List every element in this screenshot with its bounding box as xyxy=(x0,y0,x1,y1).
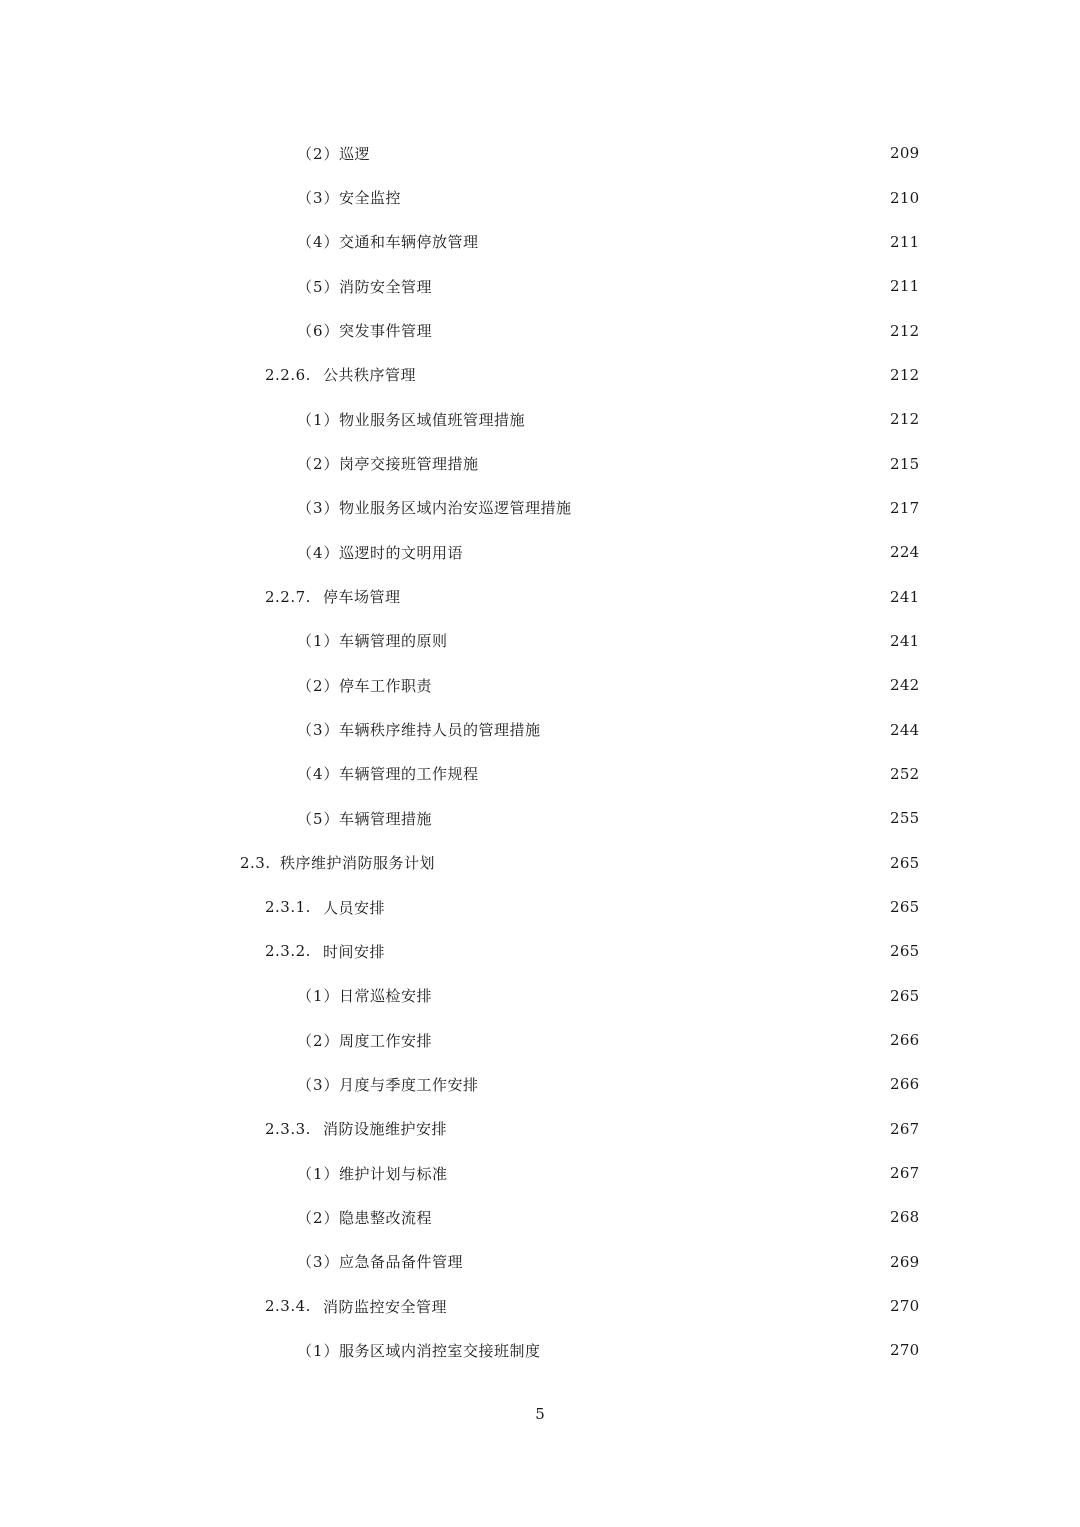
toc-entry-page: 270 xyxy=(890,1297,920,1316)
toc-entry-title: 人员安排 xyxy=(323,898,386,917)
toc-entry-number: （2） xyxy=(297,455,340,474)
toc-entry-page: 211 xyxy=(890,232,920,251)
toc-entry-title: 突发事件管理 xyxy=(339,322,433,341)
toc-entry xyxy=(0,1151,1080,1195)
dot-leader xyxy=(434,1210,882,1225)
dot-leader xyxy=(372,146,882,161)
toc-entry-title: 停车场管理 xyxy=(323,588,401,607)
toc-entry xyxy=(0,663,1080,707)
toc-entry-page: 265 xyxy=(890,986,920,1005)
toc-entry-number: （2） xyxy=(297,144,340,163)
toc-entry-page: 242 xyxy=(890,676,920,695)
dot-leader xyxy=(481,1077,882,1092)
toc-entry-title: 巡逻时的文明用语 xyxy=(339,543,464,562)
dot-leader xyxy=(434,811,882,826)
toc-entry-title: 车辆管理措施 xyxy=(339,809,433,828)
toc-entry-number: （5） xyxy=(297,809,340,828)
toc-entry xyxy=(0,707,1080,751)
toc-entry xyxy=(0,1195,1080,1239)
toc-entry-title: 安全监控 xyxy=(339,189,402,208)
toc-entry-page: 269 xyxy=(890,1252,920,1271)
dot-leader xyxy=(449,1299,882,1314)
dot-leader xyxy=(387,944,882,959)
dot-leader xyxy=(465,1254,882,1269)
toc-entry-title: 服务区域内消控室交接班制度 xyxy=(339,1341,541,1360)
toc-entry-page: 209 xyxy=(890,144,920,163)
toc-entry-number: （2） xyxy=(297,676,340,695)
toc-entry-page: 224 xyxy=(890,543,920,562)
dot-leader xyxy=(527,412,882,427)
toc-entry-title: 交通和车辆停放管理 xyxy=(339,233,479,252)
toc-entry xyxy=(0,486,1080,530)
toc-entry-page: 244 xyxy=(890,720,920,739)
toc-entry-title: 时间安排 xyxy=(323,942,386,961)
toc-entry xyxy=(0,1062,1080,1106)
dot-leader xyxy=(403,589,882,604)
toc-entry-page: 266 xyxy=(890,1075,920,1094)
toc-entry xyxy=(0,796,1080,840)
toc-entry-page: 266 xyxy=(890,1031,920,1050)
dot-leader xyxy=(481,234,882,249)
dot-leader xyxy=(387,900,882,915)
toc-entry xyxy=(0,264,1080,308)
toc-entry xyxy=(0,752,1080,796)
dot-leader xyxy=(543,722,882,737)
toc-entry-number: （3） xyxy=(297,1075,340,1094)
toc-entry xyxy=(0,574,1080,618)
dot-leader xyxy=(481,456,882,471)
dot-leader xyxy=(434,678,882,693)
toc-entry-title: 消防监控安全管理 xyxy=(323,1297,448,1316)
toc-entry xyxy=(0,220,1080,264)
toc-entry-page: 252 xyxy=(890,764,920,783)
toc-entry-number: 2.3.3. xyxy=(265,1119,311,1138)
toc-entry-page: 211 xyxy=(890,277,920,296)
toc-entry-title: 巡逻 xyxy=(339,144,371,163)
toc-entry-page: 255 xyxy=(890,809,920,828)
toc-entry xyxy=(0,397,1080,441)
toc-entry xyxy=(0,530,1080,574)
toc-entry-page: 212 xyxy=(890,410,920,429)
toc-entry-number: 2.3.2. xyxy=(265,942,311,961)
toc-entry-title: 维护计划与标准 xyxy=(339,1164,448,1183)
toc-entry-number: （1） xyxy=(297,1164,340,1183)
toc-entry-number: （6） xyxy=(297,322,340,341)
toc-entry-title: 周度工作安排 xyxy=(339,1031,433,1050)
toc-entry xyxy=(0,1284,1080,1328)
dot-leader xyxy=(481,766,882,781)
toc-entry-number: 2.2.6. xyxy=(265,365,311,384)
toc-entry xyxy=(0,1107,1080,1151)
dot-leader xyxy=(449,1121,882,1136)
toc-entry-number: （1） xyxy=(297,410,340,429)
toc-entry-title: 物业服务区域值班管理措施 xyxy=(339,410,526,429)
toc-entry xyxy=(0,1018,1080,1062)
toc-entry-number: （4） xyxy=(297,543,340,562)
toc-entry xyxy=(0,1240,1080,1284)
toc-entry-title: 停车工作职责 xyxy=(339,676,433,695)
toc-entry xyxy=(0,885,1080,929)
toc-entry-number: （5） xyxy=(297,277,340,296)
toc-entry-number: 2.3. xyxy=(240,853,271,872)
dot-leader xyxy=(450,633,882,648)
toc-entry-number: （4） xyxy=(297,233,340,252)
dot-leader xyxy=(434,1033,882,1048)
toc-entry-page: 215 xyxy=(890,454,920,473)
toc-entry xyxy=(0,619,1080,663)
toc-entry-number: （2） xyxy=(297,1031,340,1050)
dot-leader xyxy=(437,855,882,870)
toc-entry xyxy=(0,974,1080,1018)
table-of-contents xyxy=(0,131,1080,1373)
toc-entry-title: 车辆管理的原则 xyxy=(339,632,448,651)
toc-entry-number: （2） xyxy=(297,1208,340,1227)
toc-entry-page: 212 xyxy=(890,321,920,340)
toc-entry xyxy=(0,1328,1080,1372)
toc-entry-page: 210 xyxy=(890,188,920,207)
dot-leader xyxy=(543,1343,882,1358)
toc-entry-title: 公共秩序管理 xyxy=(323,366,417,385)
toc-entry-number: 2.2.7. xyxy=(265,587,311,606)
dot-leader xyxy=(434,323,882,338)
toc-entry-page: 265 xyxy=(890,898,920,917)
toc-entry-page: 241 xyxy=(890,631,920,650)
toc-entry-title: 月度与季度工作安排 xyxy=(339,1075,479,1094)
toc-entry-title: 物业服务区域内治安巡逻管理措施 xyxy=(339,499,572,518)
toc-entry-page: 212 xyxy=(890,365,920,384)
dot-leader xyxy=(434,988,882,1003)
toc-entry-number: （4） xyxy=(297,765,340,784)
toc-entry-page: 265 xyxy=(890,942,920,961)
toc-entry-title: 日常巡检安排 xyxy=(339,987,433,1006)
toc-entry-page: 265 xyxy=(890,853,920,872)
toc-entry-title: 车辆秩序维持人员的管理措施 xyxy=(339,721,541,740)
toc-entry-page: 267 xyxy=(890,1164,920,1183)
toc-entry xyxy=(0,441,1080,485)
toc-entry-number: （1） xyxy=(297,632,340,651)
page-number: 5 xyxy=(535,1405,545,1423)
toc-entry-title: 岗亭交接班管理措施 xyxy=(339,455,479,474)
toc-entry xyxy=(0,353,1080,397)
dot-leader xyxy=(418,367,882,382)
toc-entry xyxy=(0,308,1080,352)
toc-entry-number: （1） xyxy=(297,987,340,1006)
toc-entry-page: 241 xyxy=(890,587,920,606)
toc-entry-page: 270 xyxy=(890,1341,920,1360)
dot-leader xyxy=(434,279,882,294)
toc-entry-number: （3） xyxy=(297,189,340,208)
toc-entry-title: 车辆管理的工作规程 xyxy=(339,765,479,784)
toc-entry-title: 消防设施维护安排 xyxy=(323,1120,448,1139)
toc-entry-title: 隐患整改流程 xyxy=(339,1208,433,1227)
dot-leader xyxy=(574,500,882,515)
toc-entry-page: 268 xyxy=(890,1208,920,1227)
toc-entry-number: （3） xyxy=(297,499,340,518)
toc-entry-number: （3） xyxy=(297,721,340,740)
toc-entry xyxy=(0,929,1080,973)
toc-entry-number: 2.3.4. xyxy=(265,1297,311,1316)
toc-entry xyxy=(0,175,1080,219)
toc-entry-title: 秩序维护消防服务计划 xyxy=(280,854,436,873)
toc-entry-title: 消防安全管理 xyxy=(339,277,433,296)
toc-entry-number: 2.3.1. xyxy=(265,898,311,917)
toc-entry-title: 应急备品备件管理 xyxy=(339,1253,464,1272)
toc-entry-page: 267 xyxy=(890,1119,920,1138)
dot-leader xyxy=(403,190,882,205)
dot-leader xyxy=(465,545,882,560)
toc-entry xyxy=(0,841,1080,885)
toc-entry xyxy=(0,131,1080,175)
toc-entry-page: 217 xyxy=(890,498,920,517)
dot-leader xyxy=(450,1166,882,1181)
toc-entry-number: （3） xyxy=(297,1253,340,1272)
toc-entry-number: （1） xyxy=(297,1341,340,1360)
